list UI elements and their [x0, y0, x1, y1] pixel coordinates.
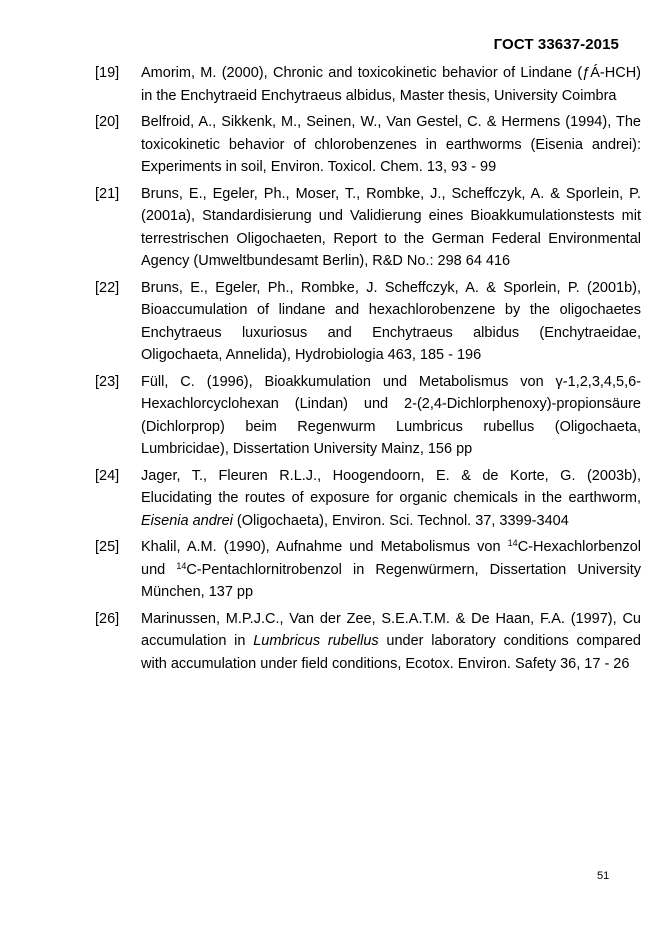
document-code-header: ГОСТ 33637-2015 [493, 36, 619, 53]
reference-item [95, 536, 641, 604]
reference-number: [25] [95, 539, 120, 555]
reference-item [95, 183, 641, 273]
reference-number: [20] [95, 114, 120, 130]
reference-item [95, 111, 641, 179]
reference-text-part: under laboratory conditions compared with accumulation under field conditions, Ecotox. Environ. Safety 36, 17 - 26 [141, 633, 641, 672]
reference-text [141, 608, 641, 676]
reference-text: Bruns, E., Egeler, Ph., Moser, T., Rombke, J., Scheffczyk, A. & Sporlein, P. (2001a), Standardisierung und Validierung eines Bioakkumulationstests mit terrestrischen Oligochaeten, Report to the German Federal Environmental Agency (Umweltbundesamt Berlin), R&D No.: 298 64 416 [141, 185, 641, 269]
reference-text-part: Khalil, A.M. (1990), Aufnahme und Metabolismus von [141, 539, 508, 555]
reference-number: [24] [95, 467, 120, 484]
reference-text-part: Jager, T., Fleuren R.L.J., Hoogendoorn, E. & de Korte, G. (2003b), Elucidating the routes of exposure for organic chemicals in the earthworm, [141, 467, 641, 506]
reference-text-part: (Oligochaeta), Environ. Sci. Technol. 37, 3399-3404 [232, 512, 569, 529]
reference-number: [26] [95, 610, 120, 627]
reference-text-part: Marinussen, M.P.J.C., Van der Zee, S.E.A.T.M. & De Haan, F.A. (1997), Cu accumulation in [141, 610, 641, 649]
reference-text: Füll, C. (1996), Bioakkumulation und Metabolismus von γ-1,2,3,4,5,6-Hexachlorcyclohexan (Lindan) und 2-(2,4-Dichlorphenoxy)-propionsäure (Dichlorprop) beim Regenwurm Lumbricus rubellus (Oligochaeta, Lumbricidae), Dissertation University Mainz, 156 pp [141, 373, 641, 457]
reference-number: [19] [95, 65, 120, 81]
reference-list [95, 62, 641, 679]
reference-text: Belfroid, A., Sikkenk, M., Seinen, W., Van Gestel, C. & Hermens (1994), The toxicokinetic behavior of chlorobenzenes in earthworms (Eisenia andrei): Experiments in soil, Environ. Toxicol. Chem. 13, 93 - 99 [141, 114, 641, 175]
reference-text-part: C-Hexachlorbenzol und [141, 539, 641, 578]
reference-text-part: C-Pentachlornitrobenzol in Regenwürmern, Dissertation University München, 137 pp [141, 561, 641, 600]
isotope-superscript: 14 [507, 538, 518, 548]
species-name-italic: Lumbricus rubellus [253, 633, 379, 649]
reference-number: [22] [95, 279, 120, 296]
reference-item [95, 608, 641, 676]
reference-number: [23] [95, 373, 120, 390]
reference-item [95, 371, 641, 461]
reference-text: Bruns, E., Egeler, Ph., Rombke, J. Scheffczyk, A. & Sporlein, P. (2001b), Bioaccumulation of lindane and hexachlorobenzene by the oligochaetes Enchytraeus luxuriosus and Enchytraeus albidus (Enchytraeidae, Oligochaeta, Annelida), Hydrobiologia 463, 185 - 196 [141, 279, 641, 363]
reference-text: Amorim, M. (2000), Chronic and toxicokinetic behavior of Lindane (ƒÁ-HCH) in the Enchytraeid Enchytraeus albidus, Master thesis, University Coimbra [141, 65, 641, 104]
species-name-italic: Eisenia andrei [141, 512, 233, 529]
reference-item [95, 62, 641, 107]
reference-number: [21] [95, 185, 120, 202]
isotope-superscript: 14 [176, 560, 187, 571]
page-number: 51 [597, 870, 610, 882]
reference-item [95, 277, 641, 367]
reference-item [95, 465, 641, 533]
reference-text [141, 465, 641, 533]
reference-text [141, 536, 641, 604]
